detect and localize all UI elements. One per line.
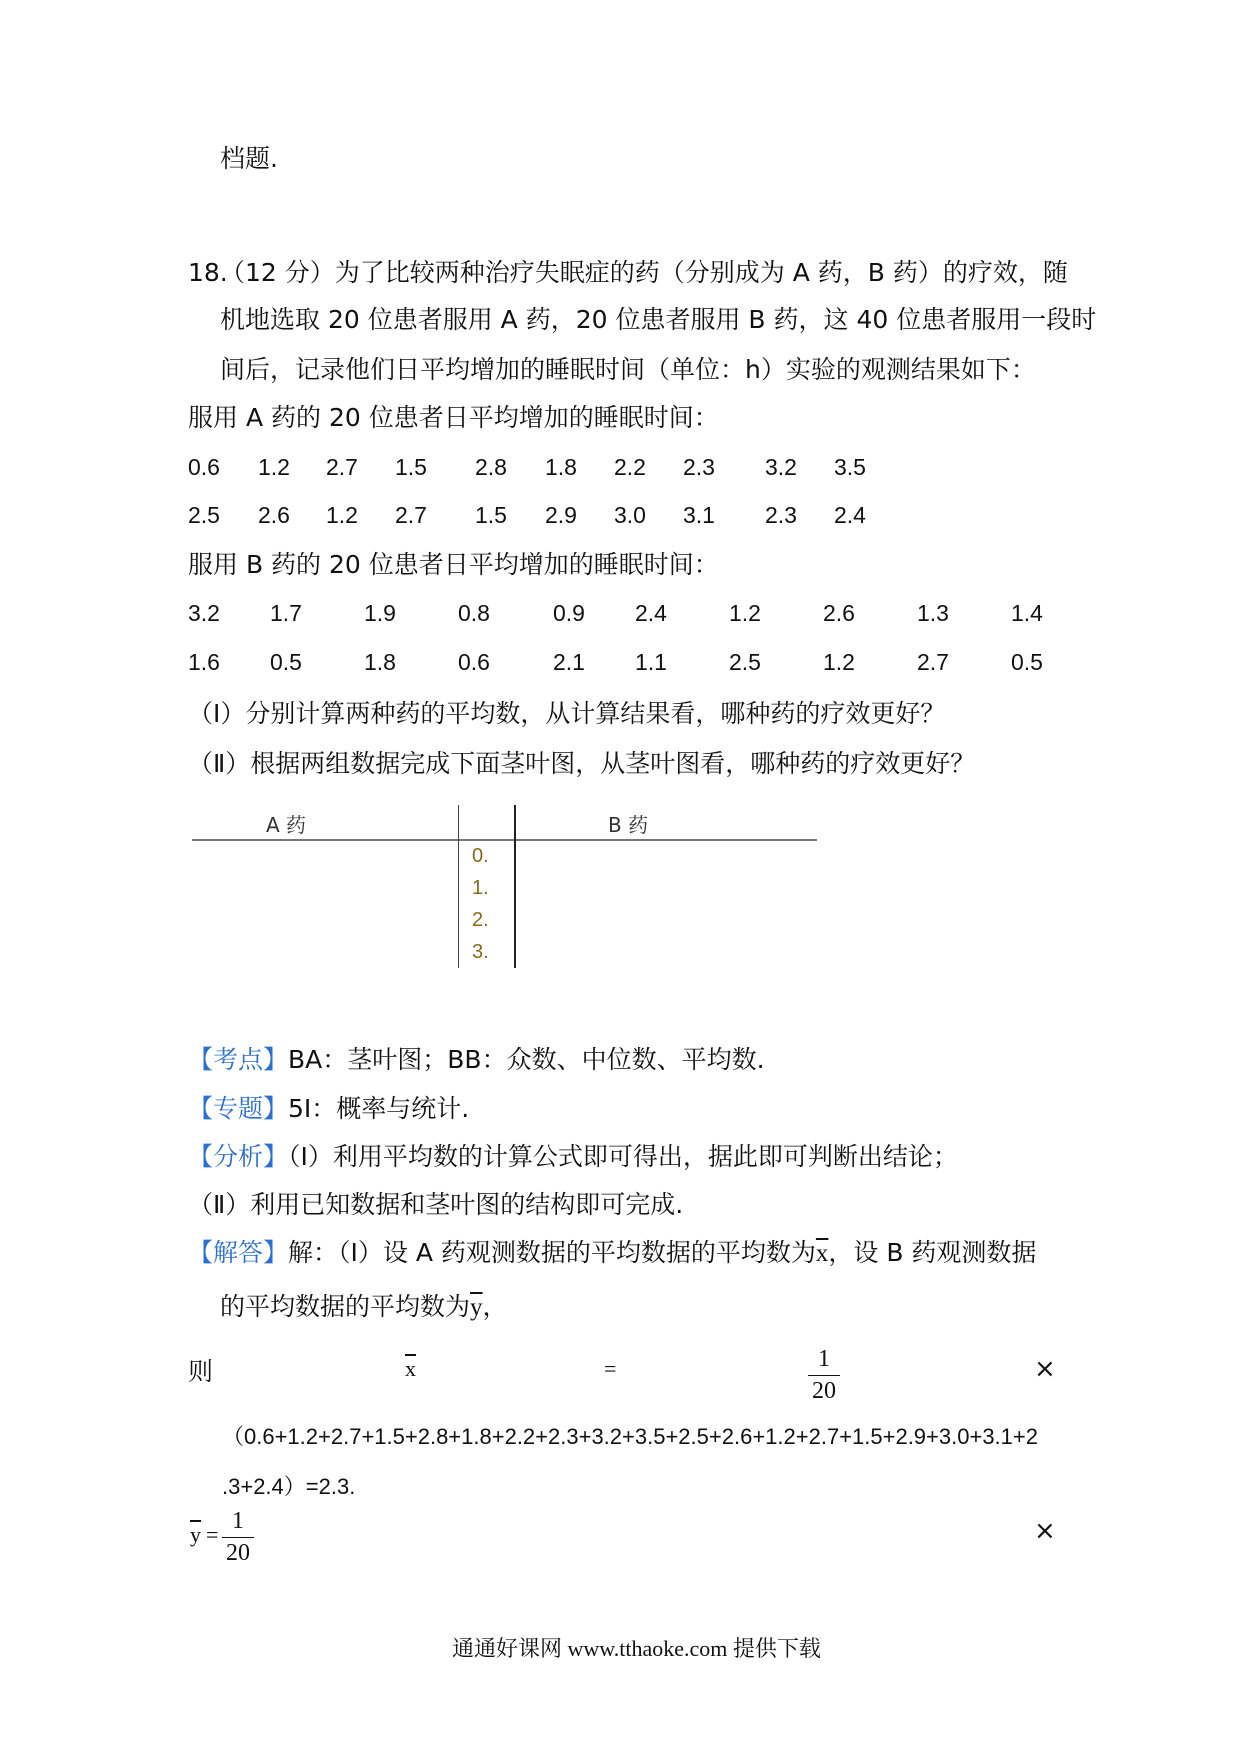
b-row1-value: 2.6 [823,600,855,626]
b-row1-value: 0.8 [458,600,490,626]
b-data-row-2 [188,649,1068,679]
question-number: 18. [188,258,228,287]
fraction-1-20-second [222,1508,254,1567]
b-heading: 服用 B 药的 20 位患者日平均增加的睡眠时间： [188,550,719,579]
b-row2-value: 1.8 [364,649,396,675]
zhuanti-line [188,1092,469,1126]
jieda-tag: 【解答】 [188,1238,289,1267]
b-row2-value: 0.6 [458,649,490,675]
b-row1-value: 2.4 [635,600,667,626]
kaodian-tag: 【考点】 [188,1045,289,1074]
stem-value: 1. [472,877,489,899]
fraction-denominator: 20 [812,1378,836,1404]
stem-leaf-header-b: B 药 [608,813,649,837]
stem-leaf-horizontal-rule [192,839,817,841]
x-bar-symbol: $\overline{x}$ [405,1356,416,1381]
question-line-2: 机地选取 20 位患者服用 A 药，20 位患者服用 B 药，这 40 位患者服用一段时 [220,305,1097,334]
equals-sign-2: = [206,1522,219,1547]
y-bar-symbol: $\overline{y}$ [190,1522,201,1547]
b-row2-value: 1.2 [823,649,855,675]
fraction-numerator: 1 [818,1346,830,1372]
a-row1-value: 3.5 [834,454,866,480]
a-row2-value: 3.1 [683,502,715,528]
a-heading: 服用 A 药的 20 位患者日平均增加的睡眠时间： [188,403,719,432]
fraction-1-20 [808,1346,840,1405]
jieda-line-1 [188,1236,1036,1271]
b-row1-value: 1.9 [364,600,396,626]
a-data-row-1 [188,454,888,484]
jieda-text-1b: ，设 B 药观测数据 [828,1238,1037,1267]
kaodian-line [188,1043,765,1077]
sum-line-1: （0.6+1.2+2.7+1.5+2.8+1.8+2.2+2.3+3.2+3.5+2.5+2.6+1.2+2.7+1.5+2.9+3.0+3.1+2 [222,1424,1038,1449]
stem-value: 0. [472,845,489,867]
jieda-text-2b: ， [482,1292,508,1321]
stem-leaf-diagram [192,805,817,970]
kaodian-text: BA：茎叶图；BB：众数、中位数、平均数. [288,1045,765,1074]
b-row1-value: 1.4 [1011,600,1043,626]
a-row2-value: 2.5 [188,502,220,528]
b-row1-value: 0.9 [553,600,585,626]
a-row1-value: 0.6 [188,454,220,480]
a-row2-value: 2.7 [395,502,427,528]
a-row2-value: 2.3 [765,502,797,528]
ze-label: 则 [188,1357,214,1386]
b-row2-value: 1.1 [635,649,667,675]
y-bar: $\overline{y}$ [470,1294,483,1321]
a-row1-value: 2.2 [614,454,646,480]
a-row1-value: 2.3 [683,454,715,480]
a-row1-value: 2.7 [326,454,358,480]
a-row1-value: 1.2 [258,454,290,480]
a-row1-value: 1.5 [395,454,427,480]
b-data-row-1 [188,600,1068,630]
fenxi-line-2: （Ⅱ）利用已知数据和茎叶图的结构即可完成. [188,1190,684,1219]
fraction-bar [808,1375,840,1376]
question-line-3: 间后，记录他们日平均增加的睡眠时间（单位：h）实验的观测结果如下： [220,355,1036,384]
zhuanti-text: 5I：概率与统计. [288,1094,470,1123]
stem-leaf-header-a: A 药 [266,813,307,837]
b-row1-value: 1.2 [729,600,761,626]
footer-text: 通通好课网 www.tthaoke.com 提供下载 [452,1636,821,1661]
x-bar: $\overline{x}$ [815,1240,829,1267]
a-row2-value: 1.2 [326,502,358,528]
stem-leaf-divider-left [458,805,459,968]
times-sign-2: × [1034,1516,1056,1546]
times-sign: × [1034,1354,1056,1384]
stem-value: 3. [472,941,489,963]
stem-leaf-divider-right [514,805,516,968]
a-row2-value: 3.0 [614,502,646,528]
b-row1-value: 3.2 [188,600,220,626]
sum-line-2: .3+2.4）=2.3. [222,1474,356,1499]
zhuanti-tag: 【专题】 [188,1094,289,1123]
part-2: （Ⅱ）根据两组数据完成下面茎叶图，从茎叶图看，哪种药的疗效更好？ [188,749,976,778]
fraction-bar [222,1537,254,1538]
stem-value: 2. [472,909,489,931]
a-row2-value: 2.9 [545,502,577,528]
fenxi-text: （Ⅰ）利用平均数的计算公式即可得出，据此即可判断出结论； [288,1142,958,1171]
a-row2-value: 2.6 [258,502,290,528]
fenxi-tag: 【分析】 [188,1142,289,1171]
top-line: 档题. [220,144,278,173]
equals-sign: = [604,1356,617,1381]
a-row1-value: 3.2 [765,454,797,480]
a-data-row-2 [188,502,888,532]
question-line-1: （12 分）为了比较两种治疗失眠症的药（分别成为 A 药，B 药）的疗效，随 [220,258,1068,287]
jieda-line-2 [220,1290,508,1325]
a-row2-value: 1.5 [475,502,507,528]
b-row2-value: 0.5 [1011,649,1043,675]
a-row1-value: 1.8 [545,454,577,480]
fenxi-line [188,1140,958,1174]
b-row1-value: 1.3 [917,600,949,626]
b-row2-value: 2.7 [917,649,949,675]
b-row2-value: 1.6 [188,649,220,675]
part-1: （Ⅰ）分别计算两种药的平均数，从计算结果看，哪种药的疗效更好？ [188,699,946,728]
fraction-numerator: 1 [232,1508,244,1534]
b-row2-value: 2.5 [729,649,761,675]
b-row2-value: 2.1 [553,649,585,675]
fraction-denominator: 20 [226,1540,250,1566]
a-row1-value: 2.8 [475,454,507,480]
jieda-text-1: 解：（Ⅰ）设 A 药观测数据的平均数据的平均数为 [288,1238,816,1267]
b-row2-value: 0.5 [270,649,302,675]
b-row1-value: 1.7 [270,600,302,626]
a-row2-value: 2.4 [834,502,866,528]
jieda-text-2: 的平均数据的平均数为 [220,1292,471,1321]
